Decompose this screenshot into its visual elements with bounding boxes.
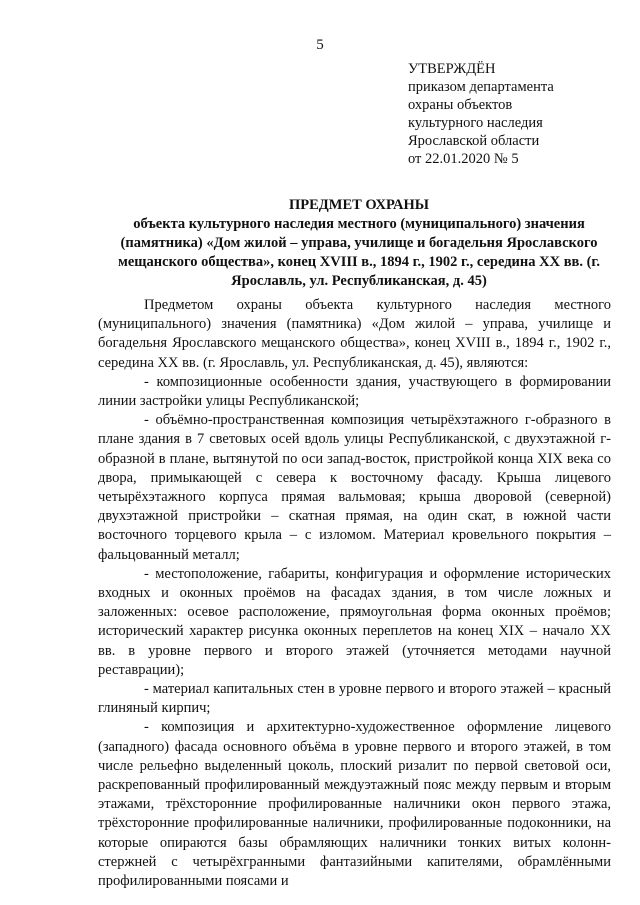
paragraph: Предметом охраны объекта культурного наследия местного (муниципального) значения (памятника) «Дом жилой – управа, училище и богадельня Ярославского мещанского общества», конец XVIII в., 1894 г., 1902 г., середина XX вв. (г. Ярославль, ул. Республиканская, д. 45), являются: xyxy=(98,297,611,371)
title-heading: ПРЕДМЕТ ОХРАНЫ xyxy=(288,197,430,213)
title-subtitle: объекта культурного наследия местного (муниципального) значения (памятника) «Дом жилой – управа, училище и богадельня Ярославского мещанского общества», конец XVIII в., 1894 г., 1902 г., середина XX вв. (г. Ярославль, ул. Республиканская, д. 45) xyxy=(117,216,601,289)
approval-line: от 22.01.2020 № 5 xyxy=(408,151,519,167)
page-number: 5 xyxy=(316,37,324,53)
document-title xyxy=(98,196,620,291)
approval-stamp xyxy=(408,60,628,168)
document-body xyxy=(98,296,611,891)
paragraph: - материал капитальных стен в уровне первого и второго этажей – красный глиняный кирпич; xyxy=(98,681,611,717)
paragraph: - композиция и архитектурно-художественное оформление лицевого (западного) фасада основного объёма в уровне первого и второго этажей, в том числе рельефно выделенный цоколь, плоский ризалит по первой световой оси, раскрепованный профилированный междуэтажный пояс между первым и вторым этажами, трёхсторонние профилированные наличники окон первого этажа, трёхсторонние профилированные наличники, профилированные подоконники, на которые опираются базы обрамляющих наличники тонких витых колонн-стержней с четырёхгранными фантазийными капителями, обрамлёнными профилированными поясами и xyxy=(98,719,611,890)
approval-line: Ярославской области xyxy=(408,133,540,149)
paragraph: - местоположение, габариты, конфигурация и оформление исторических входных и оконных проёмов на фасадах здания, в том числе ложных и заложенных: осевое расположение, прямоугольная форма оконных проёмов; исторический характер рисунка оконных переплетов на конец XIX – начало XX вв. в уровне первого и второго этажей (уточняется методами научной реставрации); xyxy=(98,565,611,678)
paragraph: - объёмно-пространственная композиция четырёхэтажного г-образного в плане здания в 7 световых осей вдоль улицы Республиканской, с двухэтажной г-образной в плане, вытянутой по оси запад-восток, пристройкой конца XIX века со двора, примыкающей с севера к восточному фасаду. Крыша лицевого четырёхэтажного корпуса прямая вальмовая; крыша дворовой (северной) двухэтажной пристройки – скатная прямая, на один скат, в южной части восточного торцевого крыла – с изломом. Материал кровельного покрытия – фальцованный металл; xyxy=(98,412,611,563)
approval-line: охраны объектов xyxy=(408,97,513,113)
approval-line: УТВЕРЖДЁН xyxy=(408,61,496,77)
approval-line: приказом департамента xyxy=(408,79,554,95)
paragraph: - композиционные особенности здания, участвующего в формировании линии застройки улицы Республиканской; xyxy=(98,373,611,410)
approval-line: культурного наследия xyxy=(408,115,543,131)
